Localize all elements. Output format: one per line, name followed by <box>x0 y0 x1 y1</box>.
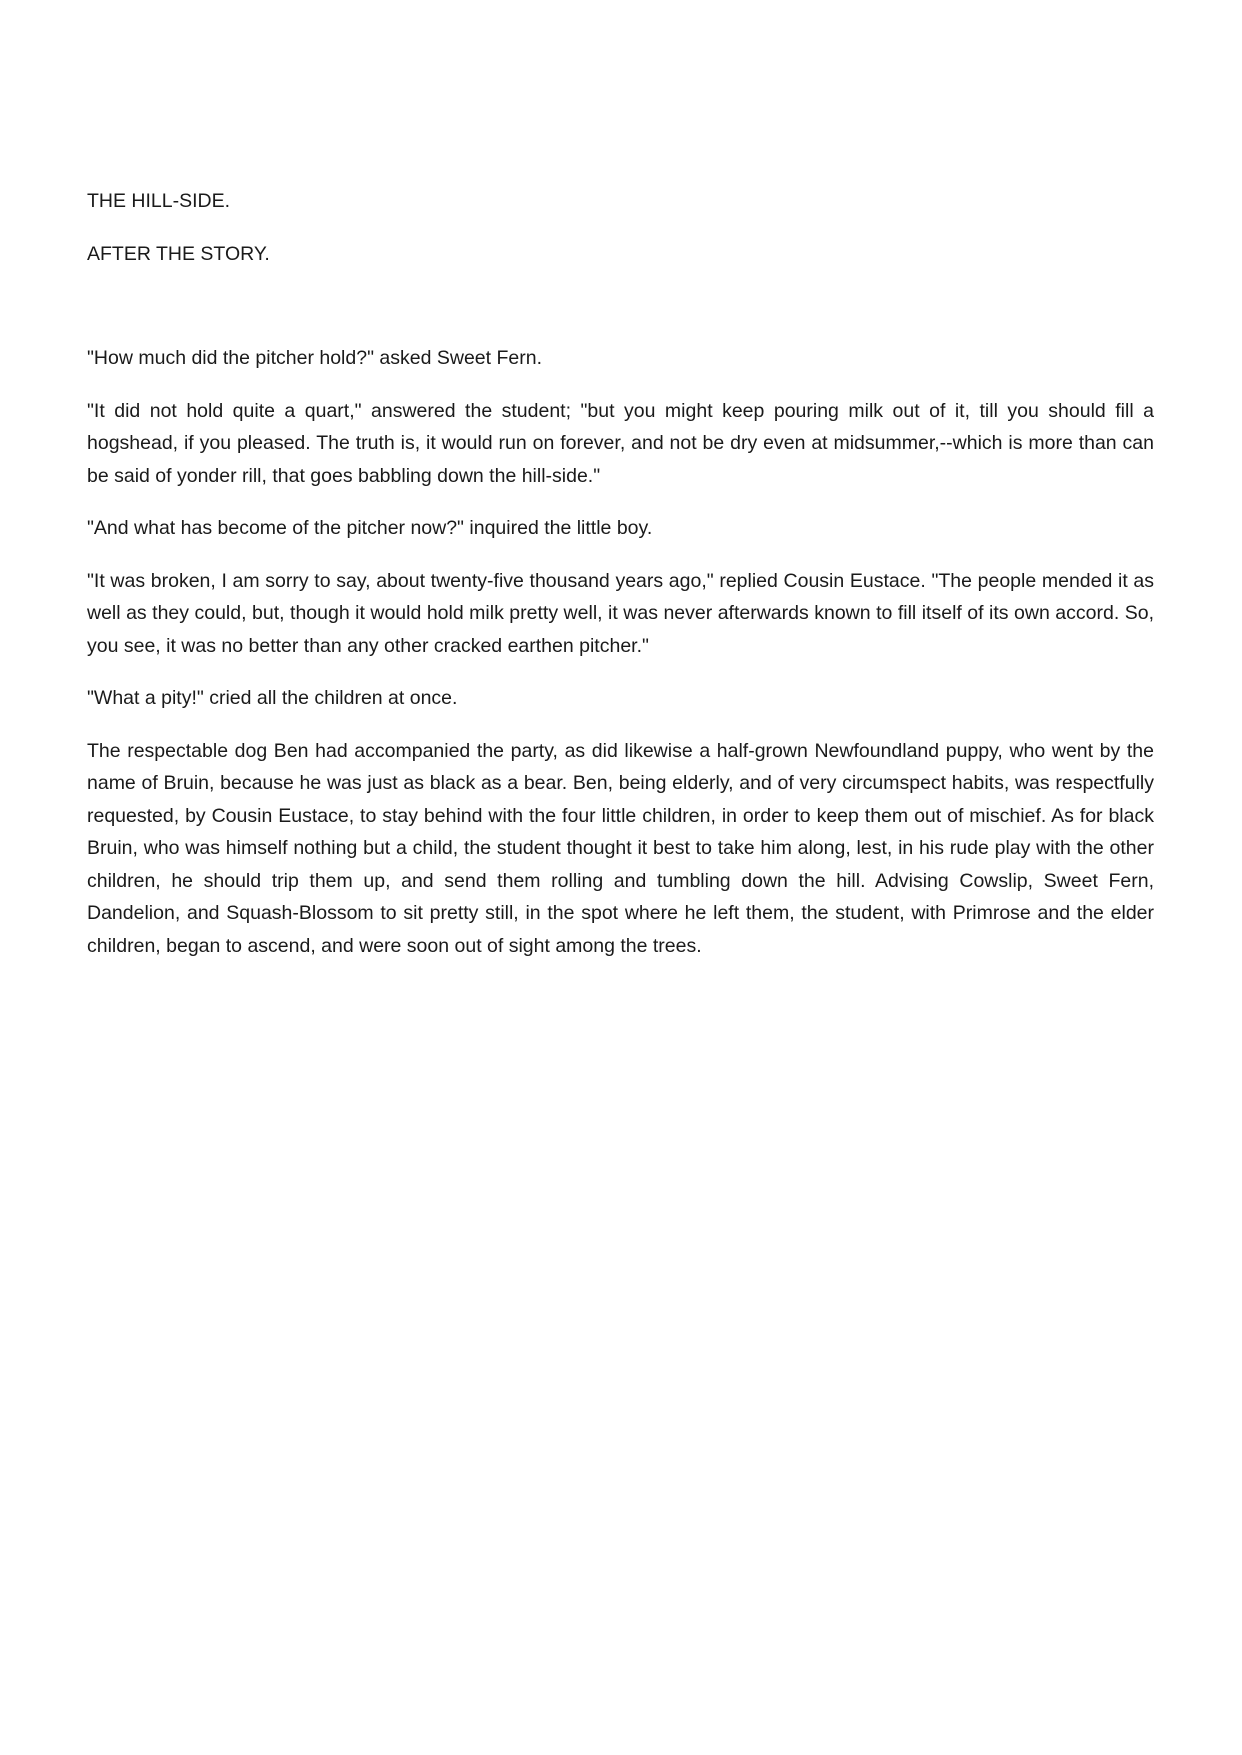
paragraph: "What a pity!" cried all the children at once. <box>87 687 458 709</box>
paragraph: "It was broken, I am sorry to say, about twenty-five thousand years ago," replied Cousin Eustace. "The people mended it as well as they could, but, though it would hold milk pretty well, it was never afterwards known to fill itself of its own accord. So, you see, it was no better than any other cracked earthen pitcher." <box>87 569 1154 657</box>
paragraph: "How much did the pitcher hold?" asked Sweet Fern. <box>87 347 542 369</box>
paragraph: "It did not hold quite a quart," answered the student; "but you might keep pouring milk out of it, till you should fill a hogshead, if you pleased. The truth is, it would run on forever, and not be dry even at midsummer,--which is more than can be said of yonder rill, that goes babbling down the hill-side." <box>87 399 1154 487</box>
chapter-heading: AFTER THE STORY. <box>87 242 270 265</box>
paragraph: "And what has become of the pitcher now?" inquired the little boy. <box>87 517 653 539</box>
section-heading: THE HILL-SIDE. <box>87 190 231 212</box>
paragraph: The respectable dog Ben had accompanied the party, as did likewise a half-grown Newfoundland puppy, who went by the name of Bruin, because he was just as black as a bear. Ben, being elderly, and of very circumspect habits, was respectfully requested, by Cousin Eustace, to stay behind with the four little children, in order to keep them out of mischief. As for black Bruin, who was himself nothing but a child, the student thought it best to take him along, lest, in his rude play with the other children, he should trip them up, and send them rolling and tumbling down the hill. Advising Cowslip, Sweet Fern, Dandelion, and Squash-Blossom to sit pretty still, in the spot where he left them, the student, with Primrose and the elder children, began to ascend, and were soon out of sight among the trees. <box>87 739 1154 957</box>
document-page <box>87 185 1154 982</box>
